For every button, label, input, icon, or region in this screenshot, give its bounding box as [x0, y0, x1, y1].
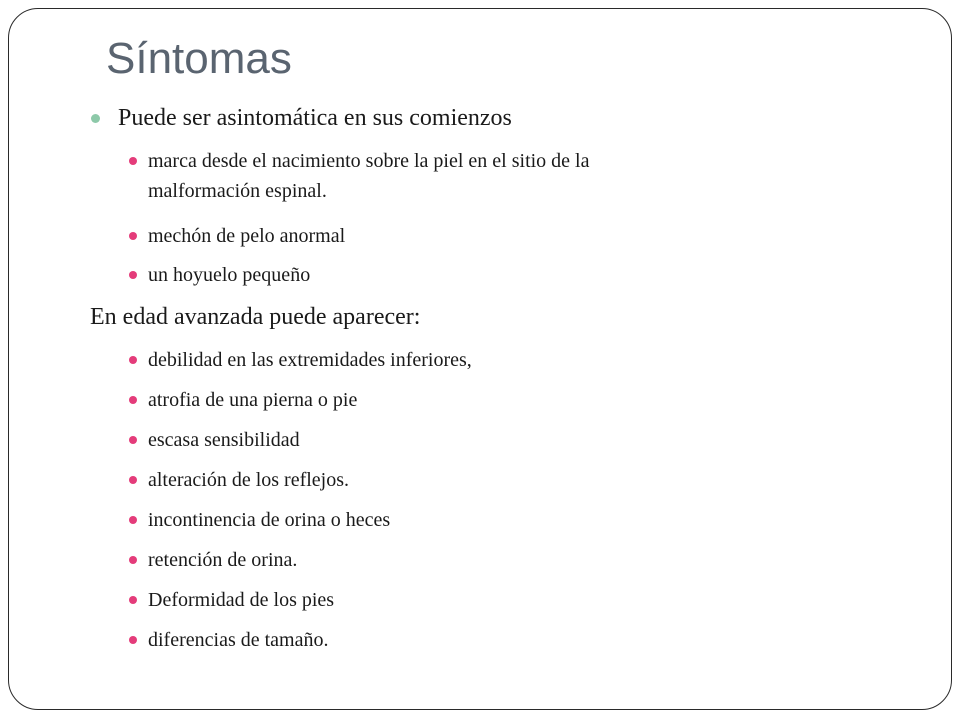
- level1-bullet-icon: [91, 114, 100, 123]
- level2-bullet-icon: [129, 476, 137, 484]
- section2-item: retención de orina.: [148, 549, 298, 571]
- section1-item: mechón de pelo anormal: [148, 225, 346, 247]
- section2-item: escasa sensibilidad: [148, 429, 300, 451]
- section1-item-continuation: malformación espinal.: [148, 180, 327, 202]
- level2-bullet-icon: [129, 436, 137, 444]
- level2-bullet-icon: [129, 356, 137, 364]
- slide-title: Síntomas: [106, 34, 292, 83]
- level2-bullet-icon: [129, 556, 137, 564]
- level2-bullet-icon: [129, 232, 137, 240]
- level2-bullet-icon: [129, 596, 137, 604]
- section2-item: atrofia de una pierna o pie: [148, 389, 358, 411]
- section1-item: un hoyuelo pequeño: [148, 264, 311, 286]
- section2-item: incontinencia de orina o heces: [148, 509, 391, 531]
- section2-item: diferencias de tamaño.: [148, 629, 329, 651]
- section1-item: marca desde el nacimiento sobre la piel en el sitio de la: [148, 150, 590, 172]
- section2-heading: En edad avanzada puede aparecer:: [90, 304, 421, 330]
- level2-bullet-icon: [129, 271, 137, 279]
- section2-item: debilidad en las extremidades inferiores,: [148, 349, 472, 371]
- level2-bullet-icon: [129, 636, 137, 644]
- level2-bullet-icon: [129, 396, 137, 404]
- section2-item: alteración de los reflejos.: [148, 469, 350, 491]
- section1-heading: Puede ser asintomática en sus comienzos: [118, 105, 512, 131]
- level2-bullet-icon: [129, 516, 137, 524]
- section2-item: Deformidad de los pies: [148, 589, 335, 611]
- level2-bullet-icon: [129, 157, 137, 165]
